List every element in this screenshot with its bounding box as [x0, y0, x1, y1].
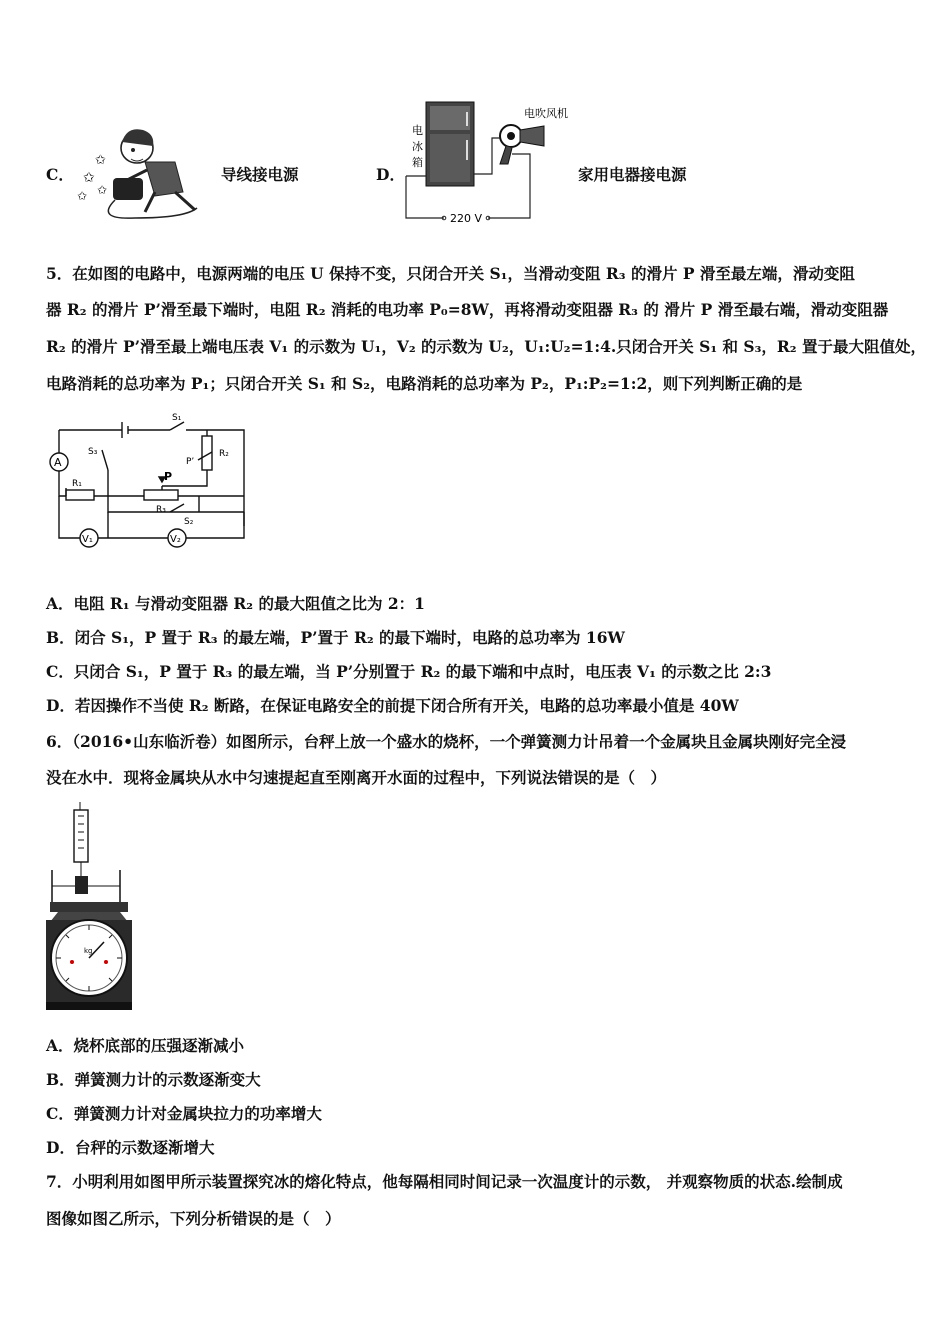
svg-text:S₁: S₁	[172, 413, 182, 423]
svg-text:S₂: S₂	[184, 517, 194, 527]
spark-star-icon: ✩	[77, 189, 88, 203]
q5-line-4: 电路消耗的总功率为 P₁；只闭合开关 S₁ 和 S₂，电路消耗的总功率为 P₂，P₁:P₂=1:2，则下列判断正确的是	[46, 374, 803, 393]
q6-line-1: 6．（2016•山东临沂卷）如图所示，台秤上放一个盛水的烧杯，一个弹簧测力计吊着一个金属块且金属块刚好完全浸	[46, 732, 847, 751]
q6-line-2: 没在水中．现将金属块从水中匀速提起直至刚离开水面的过程中，下列说法错误的是（ ）	[46, 768, 667, 787]
battery	[113, 178, 143, 200]
boy-legs	[145, 192, 195, 212]
slider-p-prime	[198, 452, 212, 460]
q5-line-1: 5．在如图的电路中，电源两端的电压 U 保持不变，只闭合开关 S₁，当滑动变阻 R₃ 的滑片 P 滑至最左端，滑动变阻	[46, 264, 855, 283]
q4-option-d-letter: D．	[376, 165, 405, 184]
resistor-r1	[66, 490, 94, 500]
q7-line-1: 7．小明利用如图甲所示装置探究冰的熔化特点，他每隔相同时间记录一次温度计的示数， 并观察物质的状态.绘制成	[46, 1172, 843, 1191]
svg-text:R₁: R₁	[72, 479, 82, 489]
boy-body	[145, 162, 183, 196]
hairdryer-label: 电吹风机	[524, 107, 568, 120]
switch-s1	[170, 422, 184, 430]
fridge-label: 电	[412, 124, 423, 137]
svg-text:V₁: V₁	[82, 534, 93, 545]
spring-scale	[74, 810, 88, 862]
q6-option-b: B．弹簧测力计的示数逐渐变大	[46, 1070, 261, 1089]
spark-star-icon: ✩	[95, 153, 106, 168]
q4-option-c-letter: C．	[46, 165, 74, 184]
q5-circuit-diagram	[44, 408, 254, 558]
metal-block	[75, 876, 88, 894]
q6-option-c: C．弹簧测力计对金属块拉力的功率增大	[46, 1104, 322, 1123]
svg-text:R₃: R₃	[156, 505, 166, 515]
svg-text:R₂: R₂	[219, 449, 229, 459]
q4-option-d-text: 家用电器接电源	[578, 165, 687, 184]
voltage-label: 220 V	[450, 212, 483, 225]
q7-line-2: 图像如图乙所示，下列分析错误的是（ ）	[46, 1209, 341, 1228]
svg-text:V₂: V₂	[170, 534, 181, 545]
dial-kg-label: kg	[84, 947, 93, 955]
q6-option-d: D．台秤的示数逐渐增大	[46, 1138, 215, 1157]
q4-option-c-text: 导线接电源	[221, 165, 299, 184]
svg-text:A: A	[54, 456, 62, 469]
q5-option-d: D．若因操作不当使 R₂ 断路，在保证电路安全的前提下闭合所有开关，电路的总功率最小值是 40W	[46, 696, 739, 715]
q5-line-2: 器 R₂ 的滑片 P’滑至最下端时，电阻 R₂ 消耗的电功率 P₀=8W，再将滑动变阻器 R₃ 的 滑片 P 滑至最右端，滑动变阻器	[46, 300, 889, 319]
q5-option-a: A．电阻 R₁ 与滑动变阻器 R₂ 的最大阻值之比为 2：1	[46, 594, 425, 613]
q4-figure-c	[75, 112, 215, 224]
q6-option-a: A．烧杯底部的压强逐渐减小	[46, 1036, 245, 1055]
svg-text:箱: 箱	[412, 156, 423, 169]
spark-star-icon: ✩	[97, 183, 108, 197]
switch-s2	[170, 504, 184, 512]
q4-figure-d	[404, 98, 584, 228]
q5-line-3: R₂ 的滑片 P’滑至最上端电压表 V₁ 的示数为 U₁，V₂ 的示数为 U₂，U₁:U₂=1:4.只闭合开关 S₁ 和 S₃，R₂ 置于最大阻值处，	[46, 337, 926, 356]
q5-option-c: C．只闭合 S₁，P 置于 R₃ 的最左端，当 P’分别置于 R₂ 的最下端和中点时，电压表 V₁ 的示数之比 2:3	[46, 662, 772, 681]
svg-text:P: P	[164, 470, 173, 483]
wire	[108, 200, 197, 218]
spark-star-icon: ✩	[83, 170, 95, 186]
scale-platform	[50, 902, 128, 912]
svg-text:S₃: S₃	[88, 447, 98, 457]
q6-scale-figure	[44, 802, 134, 1010]
resistor-r3	[144, 490, 178, 500]
q5-option-b: B．闭合 S₁，P 置于 R₃ 的最左端，P’置于 R₂ 的最下端时，电路的总功率为 16W	[46, 628, 625, 647]
switch-s3	[102, 450, 108, 470]
svg-text:冰: 冰	[412, 140, 423, 153]
svg-text:P’: P’	[186, 457, 195, 467]
